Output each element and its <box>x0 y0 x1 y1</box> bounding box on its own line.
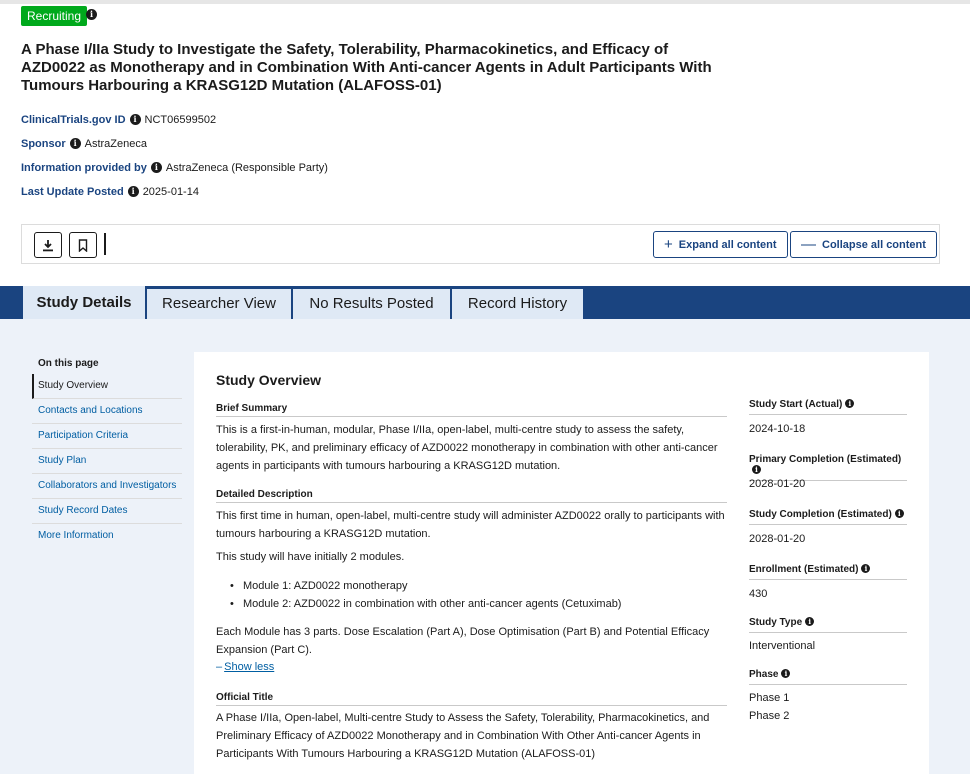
fact-value: 430 <box>749 588 768 600</box>
sidebar-item-more-information[interactable]: More Information <box>38 530 114 541</box>
meta-info-provider <box>21 161 328 175</box>
plus-icon: + <box>664 236 673 253</box>
meta-sponsor <box>21 137 147 151</box>
brief-summary-text: This is a first-in-human, modular, Phase I/IIa, open-label, multi-centre study to assess the safety, tolerability, PK, and preliminary efficacy of AZD0022 monotherapy in combination with other anti-cancer agents in participants with tumours harbouring a KRASG12D mutation. <box>216 424 718 472</box>
meta-label: Sponsor <box>21 138 66 150</box>
info-icon[interactable]: i <box>130 114 141 125</box>
on-this-page-heading: On this page <box>38 358 99 369</box>
modules-list <box>243 577 621 613</box>
fact-label <box>749 617 907 633</box>
tab-bar <box>0 286 970 319</box>
meta-value: NCT06599502 <box>144 114 217 126</box>
tab-no-results-posted[interactable]: No Results Posted <box>292 289 450 319</box>
sidebar-item-study-overview[interactable]: Study Overview <box>32 374 182 399</box>
info-icon[interactable]: i <box>70 138 81 149</box>
info-icon[interactable]: i <box>781 669 790 678</box>
expand-all-label: Expand all content <box>678 238 777 251</box>
fact-value: 2028-01-20 <box>749 533 806 545</box>
fact-label-text: Study Type <box>749 617 803 628</box>
collapse-dash-icon: – <box>216 661 223 673</box>
meta-value: 2025-01-14 <box>142 186 199 198</box>
section-title: Study Overview <box>216 372 322 388</box>
fact-value: 2028-01-20 <box>749 478 806 490</box>
fact-label <box>749 564 907 580</box>
tab-researcher-view[interactable]: Researcher View <box>146 289 291 319</box>
fact-label-text: Phase <box>749 669 779 680</box>
sidebar-item-record-dates[interactable]: Study Record Dates <box>32 499 182 524</box>
info-icon[interactable]: i <box>752 465 761 474</box>
fact-label-text: Primary Completion (Estimated) <box>749 454 902 465</box>
sidebar-item-participation-criteria[interactable]: Participation Criteria <box>32 424 182 449</box>
show-less-link[interactable] <box>216 661 274 673</box>
expand-all-button[interactable] <box>653 231 788 258</box>
meta-label: Last Update Posted <box>21 186 124 198</box>
info-icon[interactable]: i <box>151 162 162 173</box>
meta-value: AstraZeneca (Responsible Party) <box>165 162 328 174</box>
meta-last-update <box>21 185 199 199</box>
meta-label: ClinicalTrials.gov ID <box>21 114 126 126</box>
info-icon[interactable]: i <box>128 186 139 197</box>
official-title-label: Official Title <box>216 692 727 706</box>
collapse-all-button[interactable] <box>790 231 937 258</box>
sidebar-item-collaborators[interactable]: Collaborators and Investigators <box>32 474 182 499</box>
meta-value: AstraZeneca <box>84 138 147 150</box>
info-icon[interactable]: i <box>895 509 904 518</box>
fact-label <box>749 399 907 415</box>
fact-label-text: Enrollment (Estimated) <box>749 564 859 575</box>
bookmark-icon <box>78 239 88 252</box>
detailed-description-label: Detailed Description <box>216 489 727 503</box>
tab-record-history[interactable]: Record History <box>451 289 583 319</box>
fact-value: Phase 1 <box>749 692 790 704</box>
info-icon[interactable]: i <box>845 399 854 408</box>
official-title-text: A Phase I/IIa, Open-label, Multi-centre Study to Assess the Safety, Tolerability, Pharmacokinetics, and Preliminary Efficacy of AZD0022 Monotherapy and in Combination With Other Anti-cancer Agents in Participants With Tumours Harbouring a KRASG12D Mutation (ALAFOSS-01) <box>216 712 710 760</box>
info-icon[interactable]: i <box>861 564 870 573</box>
sidebar-item-contacts-locations[interactable]: Contacts and Locations <box>32 399 182 424</box>
brief-summary-label: Brief Summary <box>216 403 727 417</box>
record-toolbar <box>21 224 940 264</box>
show-less-label: Show less <box>224 661 275 673</box>
download-icon <box>42 239 54 252</box>
list-item: • Module 1: AZD0022 monotherapy <box>243 577 621 595</box>
fact-label-text: Study Completion (Estimated) <box>749 509 892 520</box>
info-icon[interactable]: i <box>805 617 814 626</box>
detailed-description-p3: Each Module has 3 parts. Dose Escalation (Part A), Dose Optimisation (Part B) and Potential Efficacy Expansion (Part C). <box>216 626 710 656</box>
info-icon[interactable]: i <box>86 9 97 20</box>
fact-value: 2024-10-18 <box>749 423 806 435</box>
status-badge: Recruiting <box>21 6 87 26</box>
fact-value: Interventional <box>749 640 816 652</box>
page-title: A Phase I/IIa Study to Investigate the Safety, Tolerability, Pharmacokinetics, and Efficacy of AZD0022 as Monotherapy and in Combination With Anti-cancer Agents in Adult Participants With Tumours Harbouring a KRASG12D Mutation (ALAFOSS-01) <box>21 41 712 94</box>
collapse-all-label: Collapse all content <box>822 238 926 251</box>
tab-study-details[interactable]: Study Details <box>22 286 145 319</box>
minus-icon: — <box>801 236 816 253</box>
download-button[interactable] <box>34 232 62 258</box>
list-item: • Module 2: AZD0022 in combination with other anti-cancer agents (Cetuximab) <box>243 595 621 613</box>
meta-label: Information provided by <box>21 162 147 174</box>
fact-value: Phase 2 <box>749 710 790 722</box>
detailed-description-p2: This study will have initially 2 modules. <box>216 551 405 563</box>
top-divider <box>0 0 970 4</box>
fact-label-text: Study Start (Actual) <box>749 399 843 410</box>
detailed-description-p1: This first time in human, open-label, multi-centre study will administer AZD0022 orally to participants with tumours harbouring a KRASG12D mutation. <box>216 510 725 540</box>
meta-nct-id <box>21 113 216 127</box>
fact-label <box>749 509 907 525</box>
save-button[interactable] <box>69 232 97 258</box>
toolbar-divider <box>104 233 106 255</box>
sidebar-item-study-plan[interactable]: Study Plan <box>32 449 182 474</box>
fact-label <box>749 669 907 685</box>
